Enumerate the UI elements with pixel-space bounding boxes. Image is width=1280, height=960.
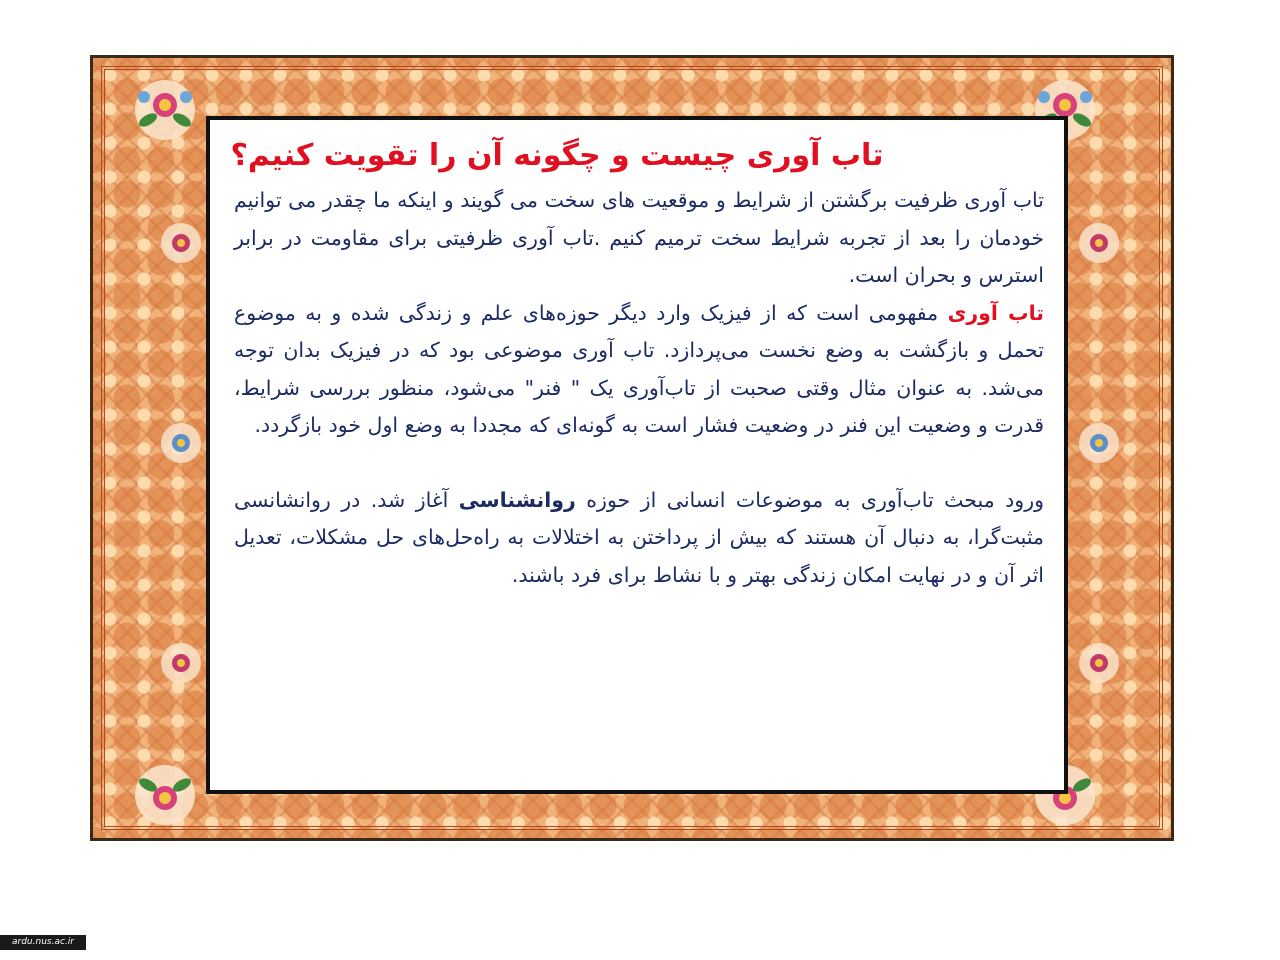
highlight-term: تاب آوری (947, 300, 1045, 325)
flower-icon (158, 420, 204, 466)
flower-icon (158, 220, 204, 266)
watermark-label: ardu.nus.ac.ir (0, 935, 86, 950)
page-title: تاب آوری چیست و چگونه آن را تقویت کنیم؟ (230, 138, 884, 173)
flower-icon (1076, 220, 1122, 266)
body-text (234, 182, 1044, 594)
highlight-term: روانشناسی (458, 487, 576, 512)
flower-icon (158, 640, 204, 686)
floral-corner-icon (130, 75, 200, 145)
flower-icon (1076, 420, 1122, 466)
content-panel (206, 116, 1068, 794)
paragraph-definition: تاب آوری ظرفیت برگشتن از شرایط و موقعیت های سخت می گویند و اینکه ما چقدر می توانیم خودمان را بعد از تجربه شرایط سخت ترمیم کنیم .تاب آوری ظرفیتی برای مقاومت در برابر استرس و بحران است. (234, 188, 1044, 287)
paragraph-spacer (234, 445, 1044, 482)
flower-icon (1076, 640, 1122, 686)
paragraph-psychology (234, 482, 1044, 595)
paragraph-physics-text: مفهومی است که از فیزیک وارد دیگر حوزه‌های علم و زندگی شده و به موضوع تحمل و بازگشت به وضع نخست می‌پردازد. تاب آوری موضوعی بود که در فیزیک بدان توجه می‌شد. به عنوان مثال وقتی صحبت از تاب‌آوری یک " فنر" می‌شود، منظور بررسی شرایط، قدرت و وضعیت این فنر در وضعیت فشار است به گونه‌ای که مجددا به وضع اول خود بازگردد. (234, 300, 1044, 437)
paragraph-psychology-after: آغاز شد. در روانشانسی مثبت‌گرا، به دنبال آن هستند که بیش از پرداختن به اختلالات به راه‌حل‌های حل مشکلات، تعدیل اثر آن و در نهایت امکان زندگی بهتر و با نشاط برای فرد باشند. (234, 487, 1044, 587)
paragraph-psychology-before: ورود مبحث تاب‌آوری به موضوعات انسانی از حوزه (575, 487, 1044, 512)
paragraph-physics (234, 295, 1044, 445)
floral-corner-icon (130, 760, 200, 830)
